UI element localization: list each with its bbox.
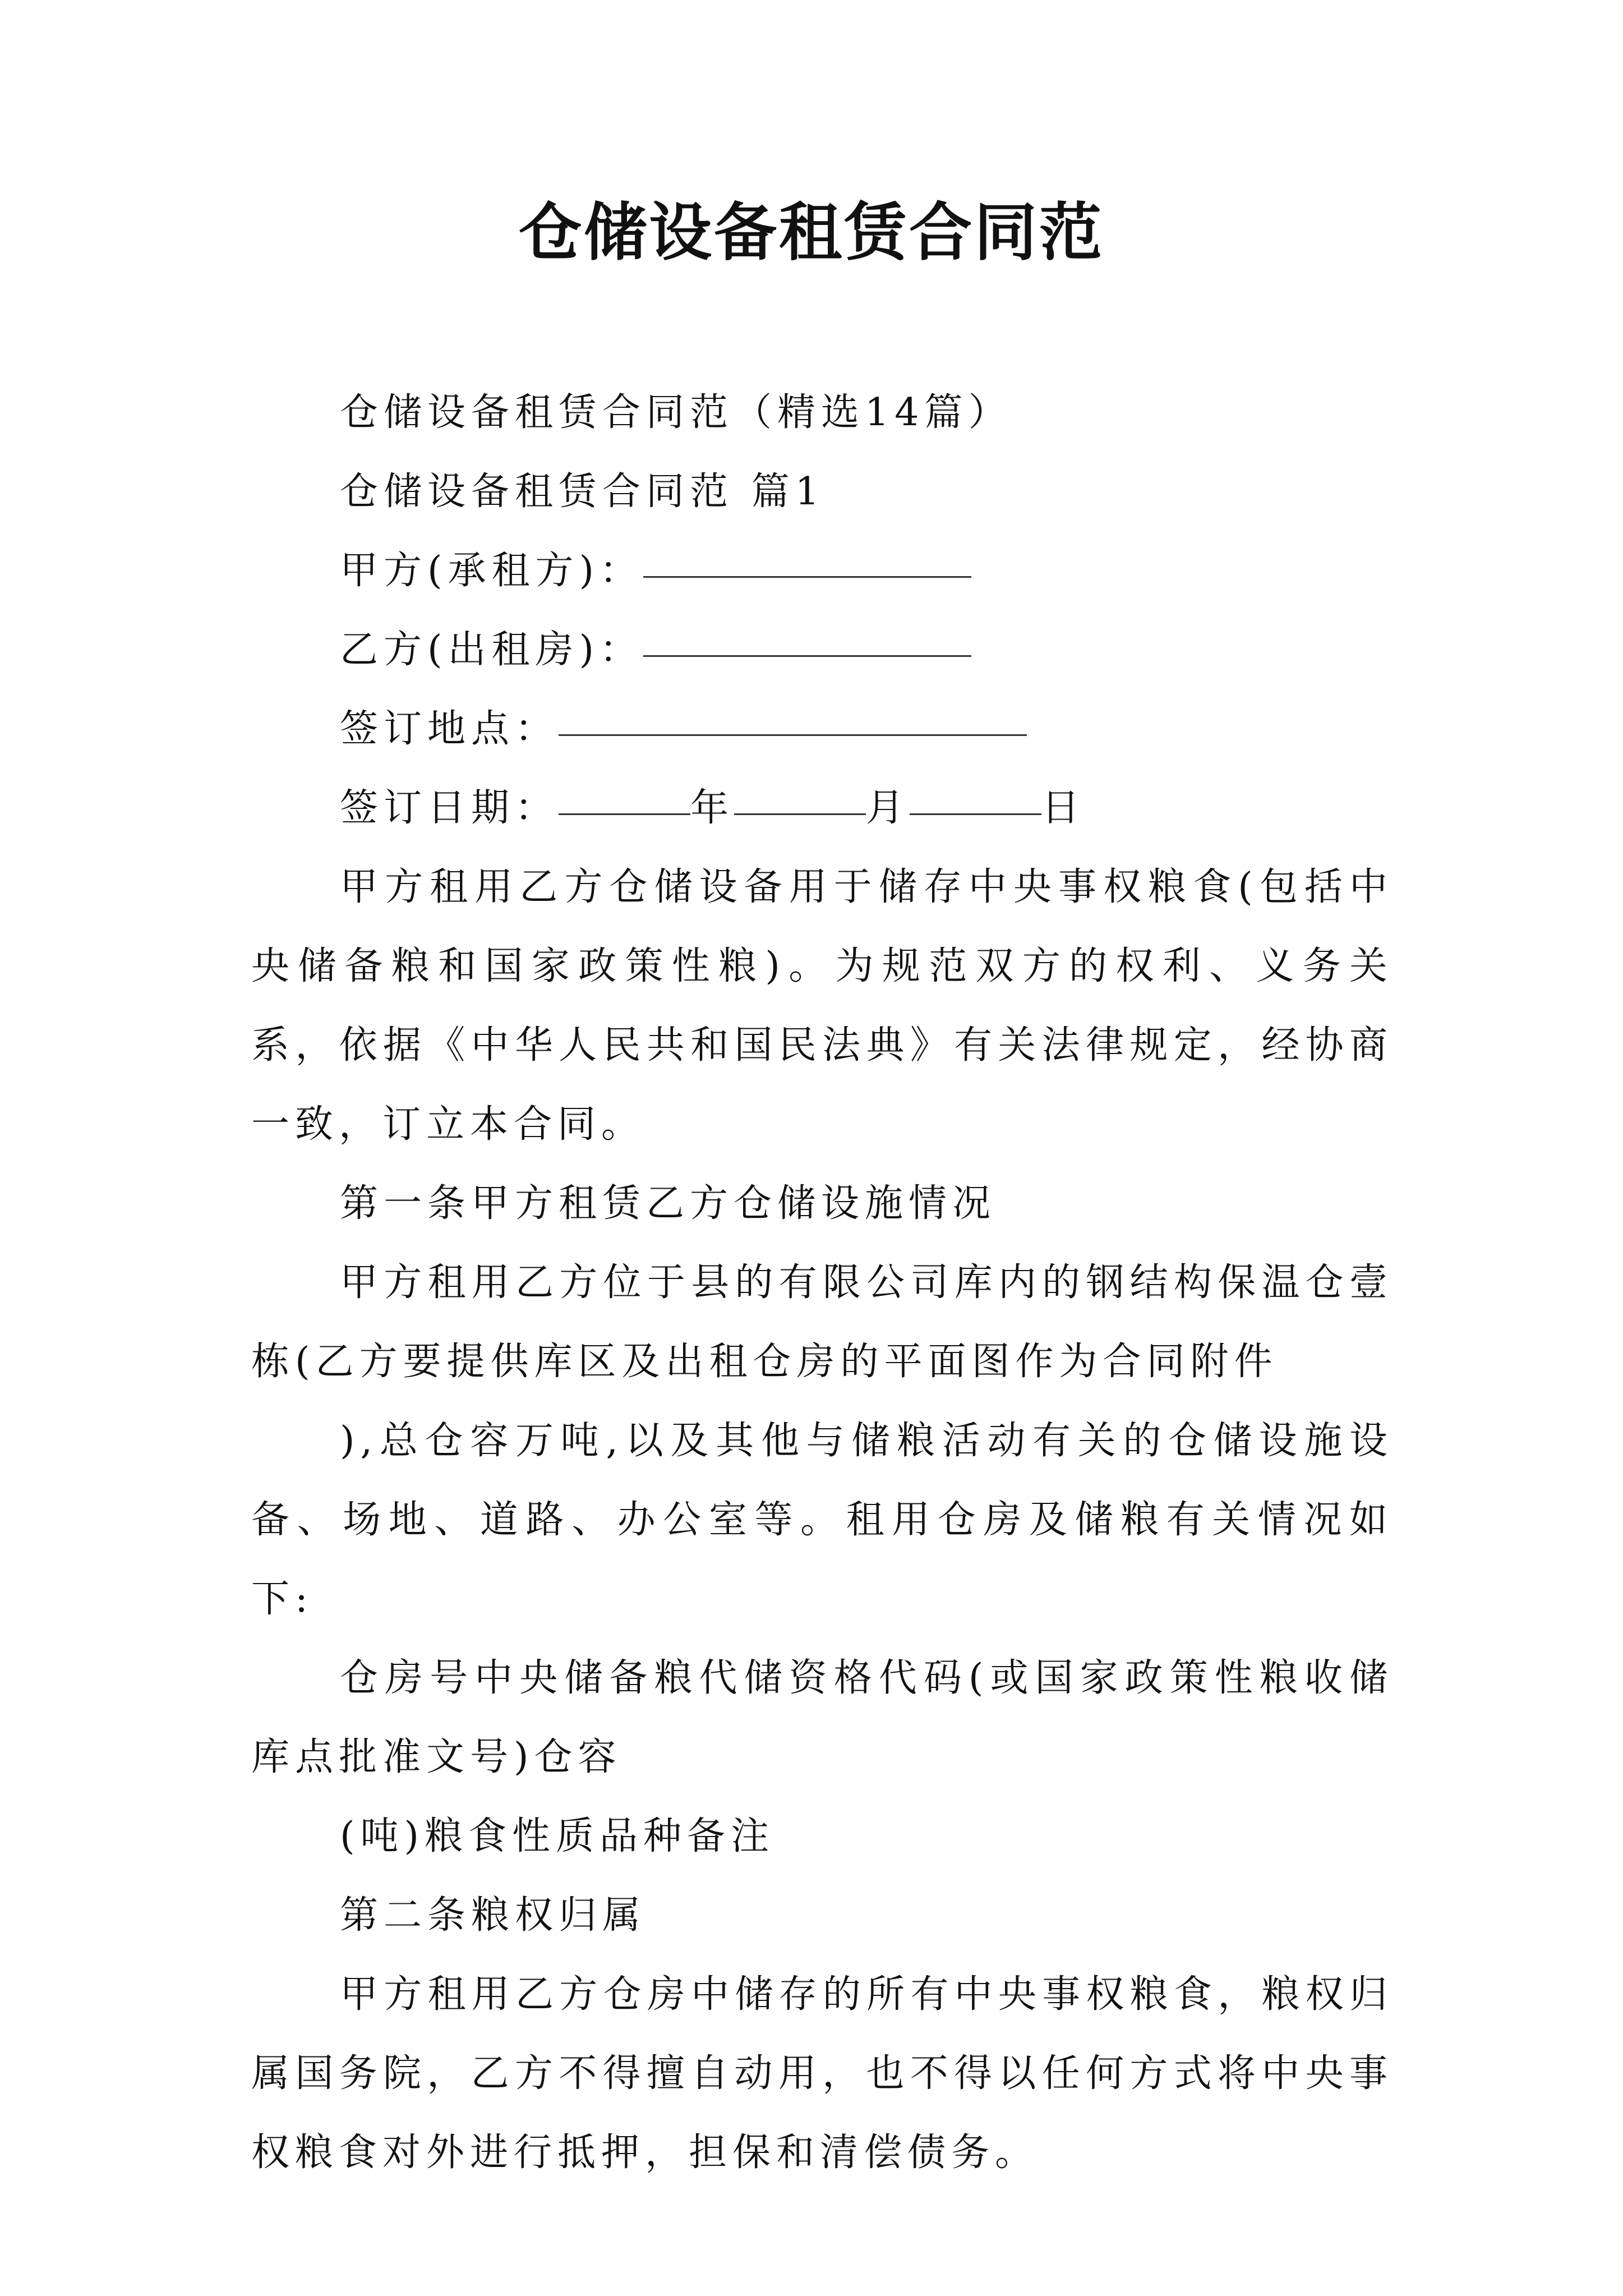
party-a-label: 甲方(承租方)： [340,549,644,593]
document-title: 仓储设备租赁合同范 [519,196,1104,269]
party-b-line [251,610,1393,689]
party-b-blank [643,610,971,657]
date-month-label: 月 [866,786,910,830]
date-day-blank [910,769,1041,815]
paragraph-preamble: 甲方租用乙方仓储设备用于储存中央事权粮食(包括中央储备粮和国家政策性粮)。为规范双方的权利、义务关系，依据《中华人民共和国民法典》有关法律规定，经协商一致，订立本合同。 [251,865,1393,1147]
place-blank [559,689,1027,736]
place-line [251,689,1393,769]
article-1-paragraph-1: 甲方租用乙方位于县的有限公司库内的钢结构保温仓壹栋(乙方要提供库区及出租仓房的平面图作为合同附件 [251,1260,1393,1384]
document-body [251,373,1393,2192]
date-month-blank [734,769,866,815]
date-day-label: 日 [1041,786,1086,830]
section-heading: 仓储设备租赁合同范 篇1 [340,470,825,514]
article-2-paragraph: 甲方租用乙方仓房中储存的所有中央事权粮食，粮权归属国务院，乙方不得擅自动用，也不得以任何方式将中央事权粮食对外进行抵押，担保和清偿债务。 [251,1972,1393,2175]
date-label: 签订日期： [340,786,559,830]
place-label: 签订地点： [340,707,559,751]
party-b-label: 乙方(出租房)： [340,628,644,672]
date-year-label: 年 [690,786,735,830]
party-a-line [251,531,1393,610]
subtitle: 仓储设备租赁合同范（精选14篇） [340,390,1012,435]
article-1-heading: 第一条甲方租赁乙方仓储设施情况 [340,1181,997,1226]
date-year-blank [559,769,690,815]
date-line [251,769,1393,848]
article-1-table-header-2: (吨)粮食性质品种备注 [340,1814,775,1858]
article-1-table-header-1: 仓房号中央储备粮代储资格代码(或国家政策性粮收储库点批准文号)仓容 [251,1656,1393,1779]
article-2-heading: 第二条粮权归属 [340,1893,647,1938]
article-1-paragraph-2: ),总仓容万吨,以及其他与储粮活动有关的仓储设施设备、场地、道路、办公室等。租用仓房及储粮有关情况如下: [251,1419,1393,1621]
party-a-blank [643,531,971,578]
